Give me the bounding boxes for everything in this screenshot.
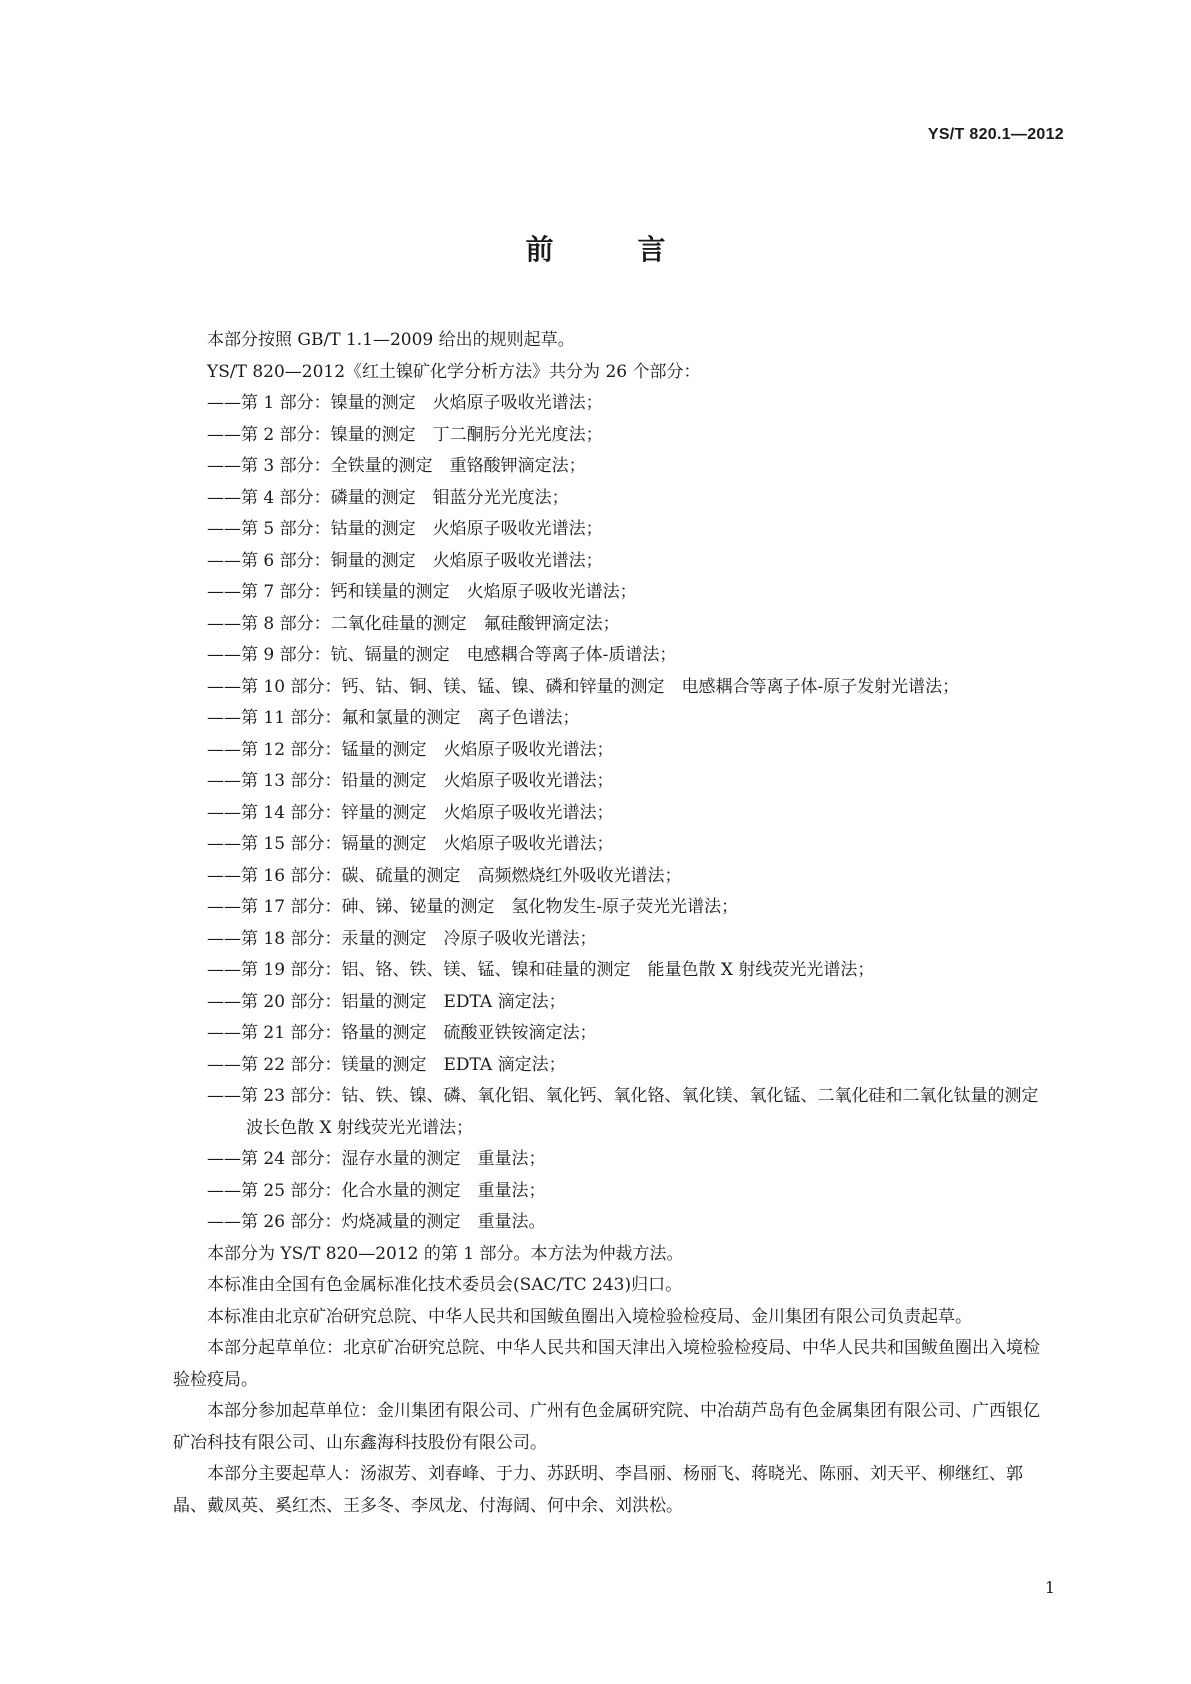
intro-line-1: 本部分按照 GB/T 1.1—2009 给出的规则起草。: [207, 330, 575, 350]
part-item-1: ——第 1 部分：镍量的测定 火焰原子吸收光谱法；: [207, 393, 603, 413]
part-item-23: ——第 23 部分：钴、铁、镍、磷、氧化铝、氧化钙、氧化铬、氧化镁、氧化锰、二氧化硅和二氧化钛量的测定 波长色散 X 射线荧光光谱法；: [207, 1086, 1056, 1138]
part-item-25: ——第 25 部分：化合水量的测定 重量法；: [207, 1180, 546, 1201]
part-item-8: ——第 8 部分：二氧化硅量的测定 氟硅酸钾滴定法；: [207, 613, 620, 634]
closing-line-4: 本部分起草单位：北京矿冶研究总院、中华人民共和国天津出入境检验检疫局、中华人民共和国鲅鱼圈出入境检验检疫局。: [173, 1338, 1040, 1390]
closing-line-5: 本部分参加起草单位：金川集团有限公司、广州有色金属研究院、中冶葫芦岛有色金属集团有限公司、广西银亿矿冶科技有限公司、山东鑫海科技股份有限公司。: [173, 1401, 1040, 1453]
closing-line-2: 本标准由全国有色金属标准化技术委员会(SAC/TC 243)归口。: [207, 1275, 683, 1295]
part-item-19: ——第 19 部分：铝、铬、铁、镁、锰、镍和硅量的测定 能量色散 X 射线荧光光谱法；: [207, 960, 875, 980]
part-item-21: ——第 21 部分：铬量的测定 硫酸亚铁铵滴定法；: [207, 1023, 597, 1043]
standard-number: YS/T 820.1—2012: [927, 126, 1064, 143]
part-item-11: ——第 11 部分：氟和氯量的测定 离子色谱法；: [207, 708, 580, 728]
part-item-24: ——第 24 部分：湿存水量的测定 重量法；: [207, 1149, 546, 1169]
part-item-22: ——第 22 部分：镁量的测定 EDTA 滴定法；: [207, 1054, 566, 1075]
foreword-body: [173, 325, 1056, 1522]
page-title: 前 言: [525, 233, 694, 266]
part-item-26: ——第 26 部分：灼烧减量的测定 重量法。: [207, 1212, 546, 1232]
closing-line-6: 本部分主要起草人：汤淑芳、刘春峰、于力、苏跃明、李昌丽、杨丽飞、蒋晓光、陈丽、刘天平、柳继红、郭晶、戴凤英、奚红杰、王多冬、李凤龙、付海阔、何中余、刘洪松。: [173, 1464, 1023, 1516]
part-item-4: ——第 4 部分：磷量的测定 钼蓝分光光度法；: [207, 487, 569, 508]
closing-line-3: 本标准由北京矿冶研究总院、中华人民共和国鲅鱼圈出入境检验检疫局、金川集团有限公司负责起草。: [207, 1306, 972, 1327]
part-item-16: ——第 16 部分：碳、硫量的测定 高频燃烧红外吸收光谱法；: [207, 865, 682, 886]
part-item-13: ——第 13 部分：铅量的测定 火焰原子吸收光谱法；: [207, 771, 614, 791]
part-item-15: ——第 15 部分：镉量的测定 火焰原子吸收光谱法；: [207, 834, 614, 854]
closing-line-1: 本部分为 YS/T 820—2012 的第 1 部分。本方法为仲裁方法。: [207, 1243, 684, 1264]
part-item-3: ——第 3 部分：全铁量的测定 重铬酸钾滴定法；: [207, 456, 586, 476]
part-item-17: ——第 17 部分：砷、锑、铋量的测定 氢化物发生-原子荧光光谱法；: [207, 897, 739, 917]
part-item-18: ——第 18 部分：汞量的测定 冷原子吸收光谱法；: [207, 928, 597, 949]
part-item-20: ——第 20 部分：铝量的测定 EDTA 滴定法；: [207, 991, 566, 1012]
part-item-6: ——第 6 部分：铜量的测定 火焰原子吸收光谱法；: [207, 550, 603, 571]
intro-line-2: YS/T 820—2012《红土镍矿化学分析方法》共分为 26 个部分：: [207, 361, 701, 382]
part-item-5: ——第 5 部分：钴量的测定 火焰原子吸收光谱法；: [207, 519, 603, 539]
part-item-9: ——第 9 部分：钪、镉量的测定 电感耦合等离子体-质谱法；: [207, 645, 677, 665]
page-number: 1: [1044, 1578, 1055, 1597]
part-item-14: ——第 14 部分：锌量的测定 火焰原子吸收光谱法；: [207, 802, 614, 823]
part-item-7: ——第 7 部分：钙和镁量的测定 火焰原子吸收光谱法；: [207, 582, 637, 602]
part-item-12: ——第 12 部分：锰量的测定 火焰原子吸收光谱法；: [207, 739, 614, 760]
part-item-10: ——第 10 部分：钙、钴、铜、镁、锰、镍、磷和锌量的测定 电感耦合等离子体-原子发射光谱法；: [207, 676, 960, 697]
part-item-2: ——第 2 部分：镍量的测定 丁二酮肟分光光度法；: [207, 424, 603, 445]
